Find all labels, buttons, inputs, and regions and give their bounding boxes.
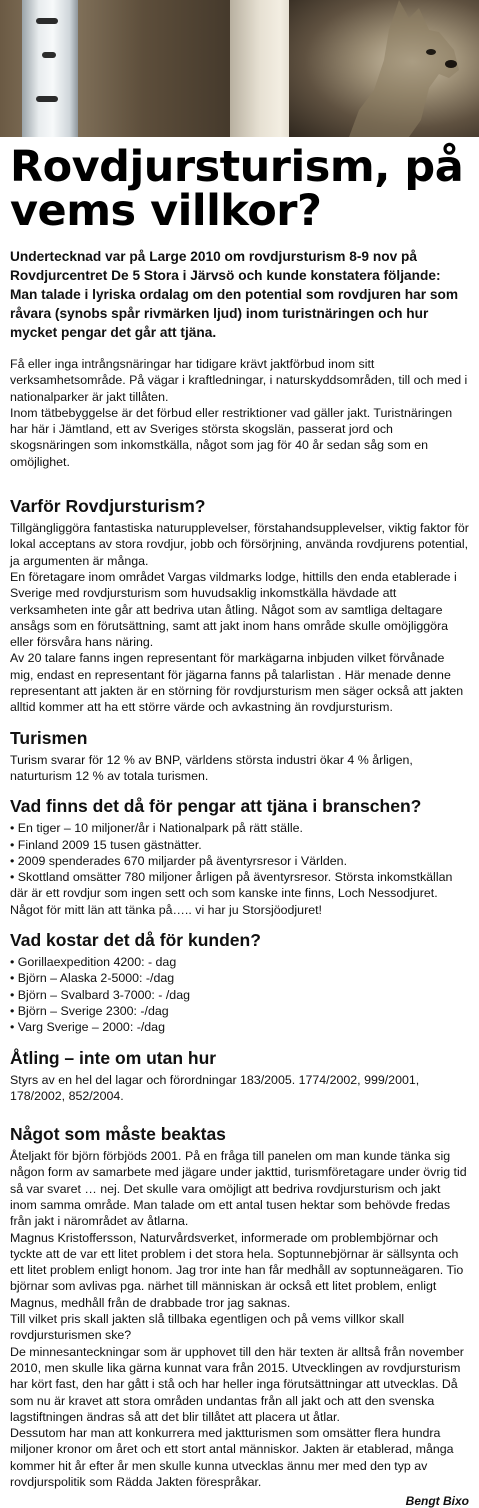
section-heading-why: Varför Rovdjursturism? (10, 496, 206, 517)
birch-trunk-left (22, 0, 78, 137)
consider-paragraph-3: Till vilket pris skall jakten slå tillbaka egentligen och på vems villkor skall rovdjursturismen ske? (10, 1312, 405, 1343)
header-photo (0, 0, 479, 137)
baiting-paragraph: Styrs av en hel del lagar och förordningar 183/2005. 1774/2002, 999/2001, 178/2002, 852/2004. (10, 1072, 420, 1103)
consider-paragraph-5: Dessutom har man att konkurrera med jaktturismen som omsätter flera hundra miljoner kronor om året och ett stort antal människor. Jakten är etablerad, många kommer hit år efter år men skulle kunna utvecklas ännu mer med den typ av rovdjurspolitik som Rädda Jakten förespråkar. (10, 1426, 454, 1490)
intro-paragraph-1: Få eller inga intrångsnäringar har tidigare krävt jaktförbud inom sitt verksamhetsområde. På vägar i kraftledningar, i naturskyddsområden, till och med i nationalparker är jakt tillåten. (10, 357, 468, 404)
wolf-silhouette-icon (289, 0, 479, 137)
consider-paragraph-1: Åteljakt för björn förbjöds 2001. På en fråga till panelen om man kunde tänka sig någon form av samarbete med jägare under jakttid, turismföretagare under övrig tid så var svaret … nej. Det skulle vara omöjligt att bedriva rovdjursturism och jakt inom samma område. Man talade om ett antal tusen hektar som behövde fredas från jakt i närområdet av åtlarna. (10, 1149, 467, 1229)
intro-paragraph-2: Inom tätbebyggelse är det förbud eller restriktioner vad gäller jakt. Turistnäringen har här i Jämtland, ett av Sveriges största skogslän, passerat jord och skogsnäringen som inkomstkälla, något som jag för 40 år sedan såg som en omöjlighet. (10, 405, 453, 469)
article-title: Rovdjursturism, på vems villkor? (10, 142, 464, 236)
why-paragraph-3: Av 20 talare fanns ingen representant för markägarna inbjuden vilket förvånade mig, endast en representant för jägarna fanns på talarlistan . Här menade denne representant att jakten är en störning för rovdjursturism men säger också att jakten alltid kommer att ha ett större värde och avkastning än rovdjursturism. (10, 651, 464, 715)
list-item: • Skottland omsätter 780 miljoner årligen på äventyrsresor. Största inkomstkällan där är ett rovdjur som ingen sett och som kanske inte finns, Loch Nessodjuret. Något för mitt län att tänka på….. vi har ju Storsjöodjuret! (10, 870, 453, 917)
list-item: • Gorillaexpedition 4200: - dag (10, 955, 177, 970)
consider-paragraph-4: De minnesanteckningar som är upphovet till den här texten är alltså från november 2010, men skulle lika gärna kunnat vara från 2015. Utvecklingen av rovdjursturism har kört fast, den har gått i stå och har heller inga förutsättningar att utvecklas. Då som nu är kravet att stora områden undantas från all jakt och att den svenska lagstiftningen ändras så att det blir tillåtet att placera ut åtlar. (10, 1344, 464, 1424)
list-item: • Finland 2009 15 tusen gästnätter. (10, 837, 202, 852)
section-heading-tourism: Turismen (10, 727, 88, 748)
list-item: • Varg Sverige – 2000: -/dag (10, 1020, 165, 1035)
section-heading-money: Vad finns det då för pengar att tjäna i branschen? (10, 796, 422, 817)
list-item: • Björn – Svalbard 3-7000: - /dag (10, 987, 190, 1002)
author-signature: Bengt Bixo (405, 1494, 469, 1508)
money-list (10, 820, 469, 918)
list-item: • En tiger – 10 miljoner/år i Nationalpark på rätt ställe. (10, 821, 303, 836)
lead-paragraph: Undertecknad var på Large 2010 om rovdjursturism 8-9 nov på Rovdjurcentret De 5 Stora i Järvsö och kunde konstatera följande: Man talade i lyriska ordalag om den potential som rovdjuren har som råvara (synobs spår rivmärken ljud) inom turistnäringen och hur mycket pengar det går att tjäna. (10, 249, 458, 340)
cost-list (10, 954, 469, 1035)
why-paragraph-1: Tillgängliggöra fantastiska naturupplevelser, förstahandsupplevelser, viktig faktor för lokal acceptans av stora rovdjur, jobb och försörjning, använda rovdjurens potential, ja argumenten är många. (10, 521, 469, 568)
list-item: • Björn – Sverige 2300: -/dag (10, 1003, 169, 1018)
section-heading-cost: Vad kostar det då för kunden? (10, 930, 261, 951)
section-heading-baiting: Åtling – inte om utan hur (10, 1047, 217, 1068)
list-item: • 2009 spenderades 670 miljarder på äventyrsresor i Världen. (10, 853, 348, 868)
why-paragraph-2: En företagare inom området Vargas vildmarks lodge, hittills den enda etablerade i Sverige med rovdjursturism som huvudsaklig inkomstkälla hävdade att verksamheten inte går att bedriva utan åtling. Något som av samtliga deltagare ansågs som en förutsättning, samt att jakt inom hans område skulle omöjliggöra eller försvåra hans näring. (10, 569, 457, 650)
section-heading-consider: Något som måste beaktas (10, 1124, 226, 1145)
list-item: • Björn – Alaska 2-5000: -/dag (10, 971, 175, 986)
consider-paragraph-2: Magnus Kristoffersson, Naturvårdsverket, informerade om problembjörnar och tyckte att de var ett litet problem i det stora hela. Soptunnebjörnar är sällsynta och ett litet problem enligt honom. Jag tror inte han får medhåll av soptunneägaren. Tio björnar som avlivas pga. närhet till människan är också ett litet problem, enligt Magnus, medhåll från de drabbade tror jag saknas. (10, 1230, 464, 1310)
tourism-paragraph: Turism svarar för 12 % av BNP, världens största industri ökar 4 % årligen, naturturism 12 % av totala turismen. (10, 752, 413, 783)
